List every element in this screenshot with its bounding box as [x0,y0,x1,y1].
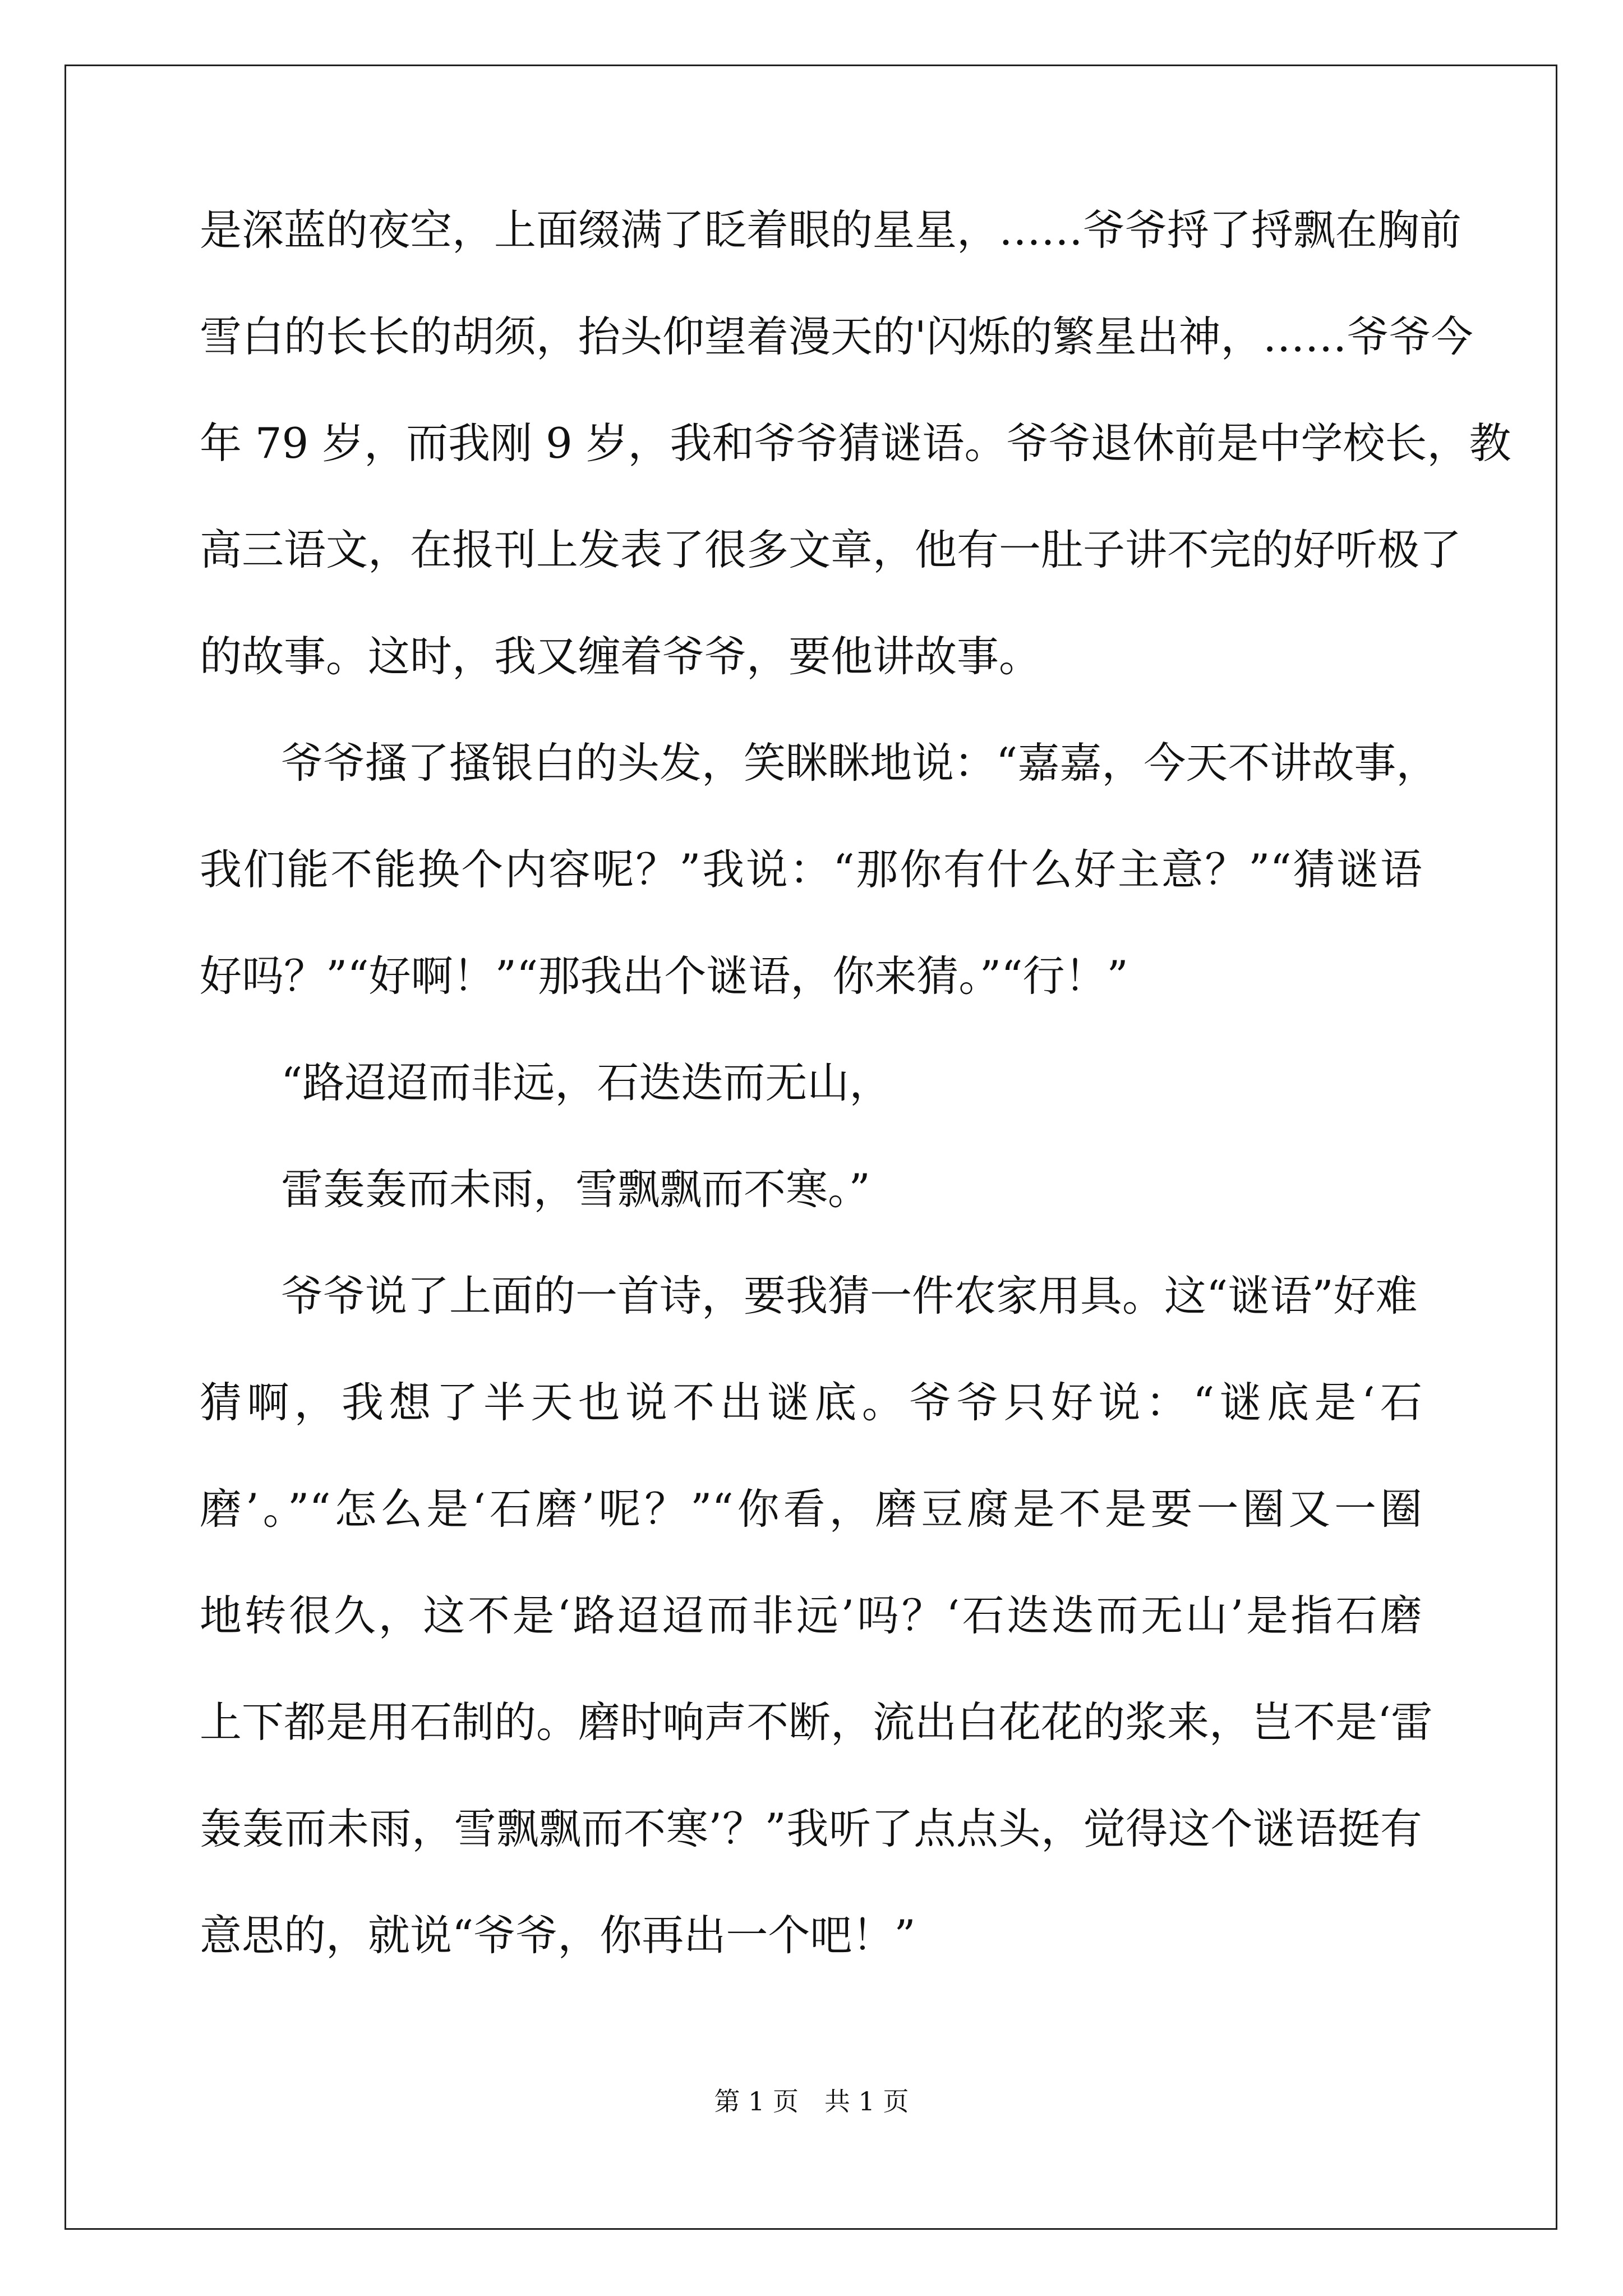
text-line: 意思的，就说“爷爷，你再出一个吧！” [200,1911,916,1960]
page-border [64,65,1557,2230]
text-line: 轰轰而未雨，雪飘飘而不寒’？”我听了点点头，觉得这个谜语挺有 [200,1804,1422,1853]
text-line: 猜啊，我想了半天也说不出谜底。爷爷只好说：“谜底是‘石 [200,1378,1422,1427]
text-line: 地转很久，这不是‘路迢迢而非远’吗？‘石迭迭而无山’是指石磨 [200,1591,1422,1640]
text-line: 好吗？”“好啊！”“那我出个谜语，你来猜。”“行！” [200,951,1128,1001]
text-line: 磨’。”“怎么是‘石磨’呢？”“你看，磨豆腐是不是要一圈又一圈 [200,1484,1422,1534]
text-line: 是深蓝的夜空，上面缀满了眨着眼的星星，……爷爷捋了捋飘在胸前 [200,205,1462,255]
text-line: 的故事。这时，我又缠着爷爷，要他讲故事。 [200,632,1041,681]
text-line: 雪白的长长的胡须，抬头仰望着漫天的'闪烁的繁星出神，……爷爷今 [200,312,1473,361]
text-line: 雷轰轰而未雨，雪飘飘而不寒。” [281,1165,870,1214]
text-line: 我们能不能换个内容呢？”我说：“那你有什么好主意？”“猜谜语 [200,845,1422,894]
text-line: 高三语文，在报刊上发表了很多文章，他有一肚子讲不完的好听极了 [200,525,1462,574]
text-line: 爷爷说了上面的一首诗，要我猜一件农家用具。这“谜语”好难 [281,1271,1418,1320]
text-line: 上下都是用石制的。磨时响声不断，流出白花花的浆来，岂不是‘雷 [200,1697,1433,1747]
text-line: 年 79 岁，而我刚 9 岁，我和爷爷猜谜语。爷爷退休前是中学校长，教 [200,418,1511,468]
text-line: 爷爷搔了搔银白的头发，笑眯眯地说：“嘉嘉，今天不讲故事， [281,738,1438,788]
page-number: 第 1 页 共 1 页 [714,2086,909,2116]
text-line: “路迢迢而非远，石迭迭而无山， [281,1058,892,1107]
